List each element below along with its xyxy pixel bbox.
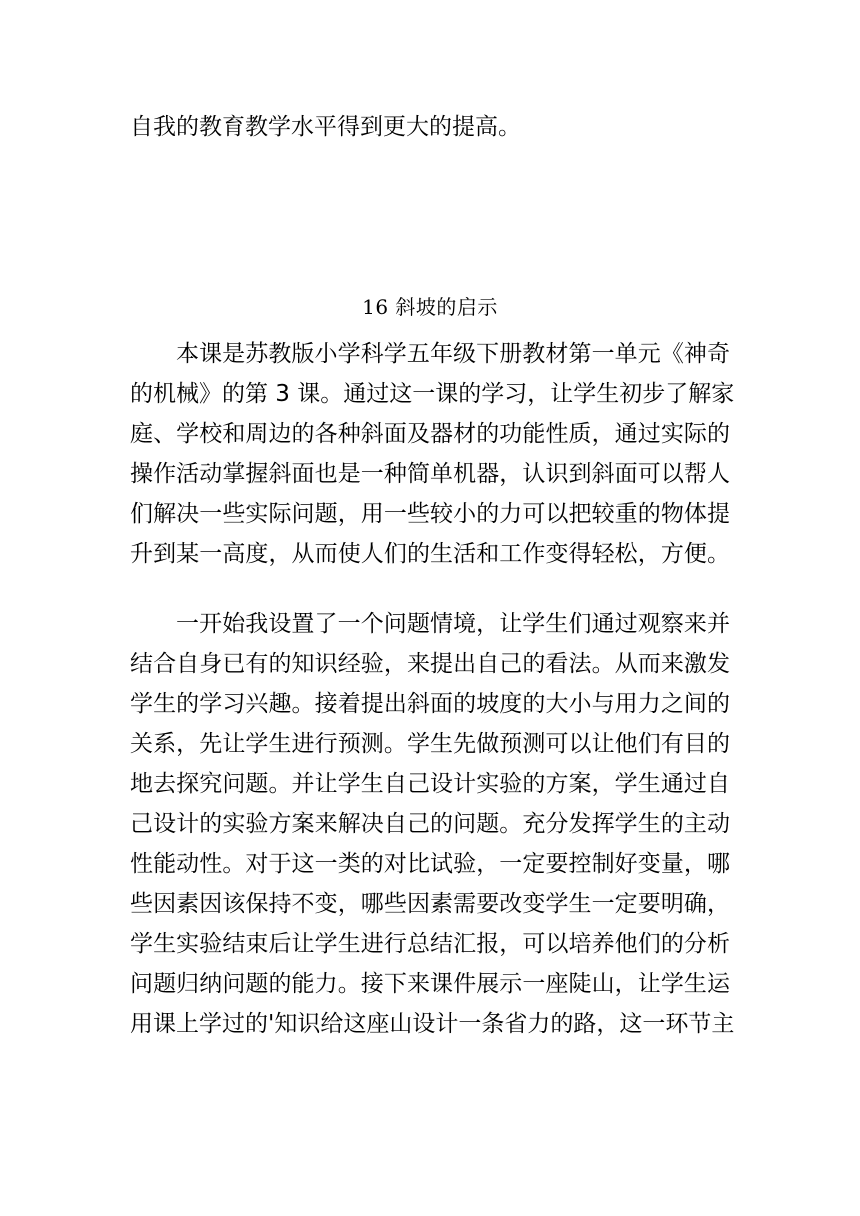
paragraph-line: 些因素因该保持不变，哪些因素需要改变学生一定要明确， bbox=[130, 891, 730, 917]
paragraph-line: 操作活动掌握斜面也是一种简单机器，认识到斜面可以帮人 bbox=[130, 461, 730, 487]
paragraph-line: 性能动性。对于这一类的对比试验，一定要控制好变量，哪 bbox=[130, 851, 730, 877]
section-title: 16 斜坡的启示 bbox=[362, 295, 498, 319]
paragraph-line: 学生实验结束后让学生进行总结汇报，可以培养他们的分析 bbox=[130, 931, 730, 957]
paragraph-line: 用课上学过的'知识给这座山设计一条省力的路，这一环节主 bbox=[130, 1011, 735, 1037]
paragraph-line: 本课是苏教版小学科学五年级下册教材第一单元《神奇 bbox=[176, 341, 730, 367]
paragraph-line: 问题归纳问题的能力。接下来课件展示一座陡山，让学生运 bbox=[130, 971, 730, 997]
paragraph-line: 的机械》的第 3 课。通过这一课的学习，让学生初步了解家 bbox=[130, 381, 735, 407]
paragraph-line: 关系，先让学生进行预测。学生先做预测可以让他们有目的 bbox=[130, 731, 730, 757]
paragraph-line: 们解决一些实际问题，用一些较小的力可以把较重的物体提 bbox=[130, 501, 730, 527]
paragraph-line: 学生的学习兴趣。接着提出斜面的坡度的大小与用力之间的 bbox=[130, 691, 730, 717]
paragraph-line: 升到某一高度，从而使人们的生活和工作变得轻松，方便。 bbox=[130, 541, 730, 567]
paragraph-line: 地去探究问题。并让学生自己设计实验的方案，学生通过自 bbox=[130, 771, 730, 797]
paragraph-line: 结合自身已有的知识经验，来提出自己的看法。从而来激发 bbox=[130, 651, 730, 677]
top-fragment-line: 自我的教育教学水平得到更大的提高。 bbox=[130, 114, 521, 140]
paragraph-line: 己设计的实验方案来解决自己的问题。充分发挥学生的主动 bbox=[130, 811, 730, 837]
paragraph-line: 一开始我设置了一个问题情境，让学生们通过观察来并 bbox=[176, 611, 730, 637]
paragraph-line: 庭、学校和周边的各种斜面及器材的功能性质，通过实际的 bbox=[130, 421, 730, 447]
